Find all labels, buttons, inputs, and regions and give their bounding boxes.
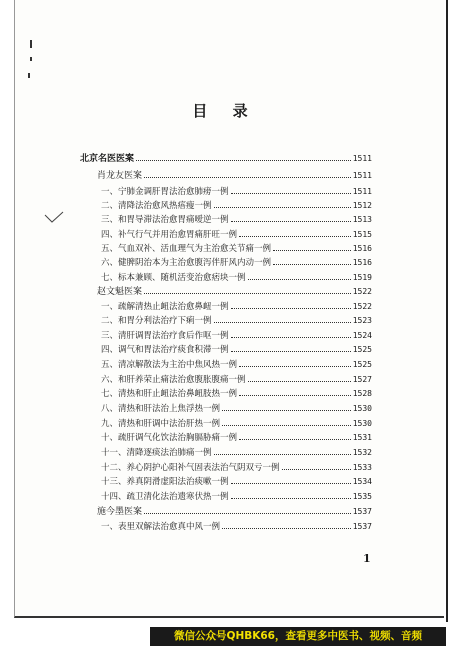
toc-entry: [101, 186, 372, 198]
toc-entry-title: 七、清热和肝止衄法治鼻衄肢热一例: [101, 389, 238, 399]
watermark-banner: 微信公众号QHBK66，查看更多中医书、视频、音频: [150, 627, 446, 646]
toc-entry-page: 1533: [352, 463, 372, 472]
toc-entry-page: 1525: [352, 345, 372, 354]
toc-entry: [101, 359, 372, 371]
toc-entry-title: 十二、养心阴护心阳补气固表法治气阴双亏一例: [101, 463, 280, 473]
toc-entry: [101, 388, 372, 400]
dot-leader: [239, 388, 351, 396]
toc-entry-page: 1525: [352, 360, 372, 369]
toc-entry-title: 三、清肝调胃法治疗食后作呕一例: [101, 331, 229, 341]
toc-entry: [101, 214, 372, 226]
toc-entry-page: 1519: [352, 273, 372, 282]
toc-entry-page: 1522: [352, 287, 372, 296]
toc-entry-title: 二、和胃分利法治疗下痢一例: [101, 316, 212, 326]
dot-leader: [222, 521, 351, 529]
dot-leader: [231, 344, 351, 352]
toc-entry-title: 六、健脾阴治本为主治愈腹泻伴肝风内动一例: [101, 258, 272, 268]
toc-entry-title: 五、清凉解散法为主治中焦风热一例: [101, 360, 238, 370]
dot-leader: [144, 286, 351, 294]
dot-leader: [214, 200, 351, 208]
toc-entry: [101, 462, 372, 474]
dot-leader: [214, 315, 351, 323]
toc-entry-page: 1515: [352, 230, 372, 239]
toc-entry-page: 1511: [352, 171, 372, 180]
dot-leader: [273, 243, 351, 251]
toc-entry-title: 七、标本兼顾、随机活变治愈痞块一例: [101, 273, 246, 283]
dot-leader: [239, 229, 351, 237]
toc-entry-page: 1513: [352, 215, 372, 224]
toc-entry-title: 四、调气和胃法治疗痰食积滞一例: [101, 345, 229, 355]
toc-entry: [101, 301, 372, 313]
toc-entry: [101, 521, 372, 533]
toc-section-heading: [80, 153, 372, 165]
toc-entry-page: 1530: [352, 419, 372, 428]
toc-entry-page: 1511: [352, 154, 372, 163]
toc-entry: [101, 344, 372, 356]
toc-entry-title: 十四、疏卫清化法治遗寒伏热一例: [101, 492, 229, 502]
toc-entry: [101, 200, 372, 212]
dot-leader: [144, 506, 351, 514]
pen-checkmark-icon: [44, 210, 64, 226]
dot-leader: [248, 374, 351, 382]
toc-entry-title: 北京名医医案: [80, 154, 135, 164]
toc-entry-page: 1516: [352, 258, 372, 267]
toc-entry-page: 1524: [352, 331, 372, 340]
toc-entry: [101, 315, 372, 327]
toc-entry-title: 十、疏肝调气化饮法治胸膈胁痛一例: [101, 433, 238, 443]
toc-entry: [101, 403, 372, 415]
dot-leader: [144, 170, 351, 178]
toc-entry-title: 肖龙友医案: [97, 171, 143, 181]
toc-section-heading: [97, 506, 372, 518]
toc-entry-page: 1523: [352, 316, 372, 325]
toc-entry-page: 1537: [352, 507, 372, 516]
toc-entry: [101, 476, 372, 488]
dot-leader: [239, 432, 351, 440]
toc-entry: [101, 432, 372, 444]
toc-entry-page: 1522: [352, 302, 372, 311]
dot-leader: [231, 476, 351, 484]
toc-entry-page: 1531: [352, 433, 372, 442]
dot-leader: [214, 447, 351, 455]
dot-leader: [231, 214, 351, 222]
dot-leader: [282, 462, 351, 470]
toc-entry-title: 十一、清降逐痰法治肺痛一例: [101, 448, 212, 458]
toc-entry-title: 四、补气行气并用治愈胃痛肝旺一例: [101, 230, 238, 240]
toc-entry-page: 1537: [352, 522, 372, 531]
toc-entry-title: 施今墨医案: [97, 507, 143, 517]
toc-entry-title: 一、宁肺金调肝胃法治愈肺痨一例: [101, 187, 229, 197]
dot-leader: [222, 403, 351, 411]
dot-leader: [231, 330, 351, 338]
toc-entry-page: 1535: [352, 492, 372, 501]
toc-entry: [101, 491, 372, 503]
toc-entry: [101, 418, 372, 430]
page-title: 目 录: [192, 102, 258, 120]
toc-entry-title: 六、和肝养荣止痛法治愈腹胀腹痛一例: [101, 375, 246, 385]
toc-entry-title: 五、气血双补、活血理气为主治愈关节痛一例: [101, 244, 272, 254]
toc-entry-title: 一、疏解清热止衄法治愈鼻衄一例: [101, 302, 229, 312]
toc-section-heading: [97, 170, 372, 182]
page-number: 1: [363, 552, 371, 565]
toc-entry: [101, 272, 372, 284]
dot-leader: [239, 359, 351, 367]
toc-entry-page: 1528: [352, 389, 372, 398]
dot-leader: [136, 153, 351, 161]
dot-leader: [231, 186, 351, 194]
dot-leader: [231, 301, 351, 309]
toc-entry-page: 1534: [352, 477, 372, 486]
toc-entry: [101, 330, 372, 342]
toc-entry: [101, 447, 372, 459]
toc-entry-title: 三、和胃导滞法治愈胃痛嗳逆一例: [101, 215, 229, 225]
toc-entry-title: 二、清降法治愈风热痦瘦一例: [101, 201, 212, 211]
toc-entry: [101, 243, 372, 255]
dot-leader: [222, 418, 351, 426]
toc-entry-title: 一、表里双解法治愈真中风一例: [101, 522, 221, 532]
toc-entry: [101, 257, 372, 269]
toc-entry-title: 赵文魁医案: [97, 287, 143, 297]
toc-section-heading: [97, 286, 372, 298]
toc-entry-title: 八、清热和肝法治上焦浮热一例: [101, 404, 221, 414]
toc-entry: [101, 229, 372, 241]
dot-leader: [273, 257, 351, 265]
dot-leader: [248, 272, 351, 280]
toc-entry-title: 九、清热和肝调中法治肝热一例: [101, 419, 221, 429]
toc-entry-page: 1527: [352, 375, 372, 384]
toc-entry-page: 1512: [352, 201, 372, 210]
toc-entry-title: 十三、养真阴滑虚阳法治痰嗽一例: [101, 477, 229, 487]
toc-entry-page: 1530: [352, 404, 372, 413]
toc-entry: [101, 374, 372, 386]
dot-leader: [231, 491, 351, 499]
toc-entry-page: 1516: [352, 244, 372, 253]
toc-entry-page: 1532: [352, 448, 372, 457]
toc-entry-page: 1511: [352, 187, 372, 196]
